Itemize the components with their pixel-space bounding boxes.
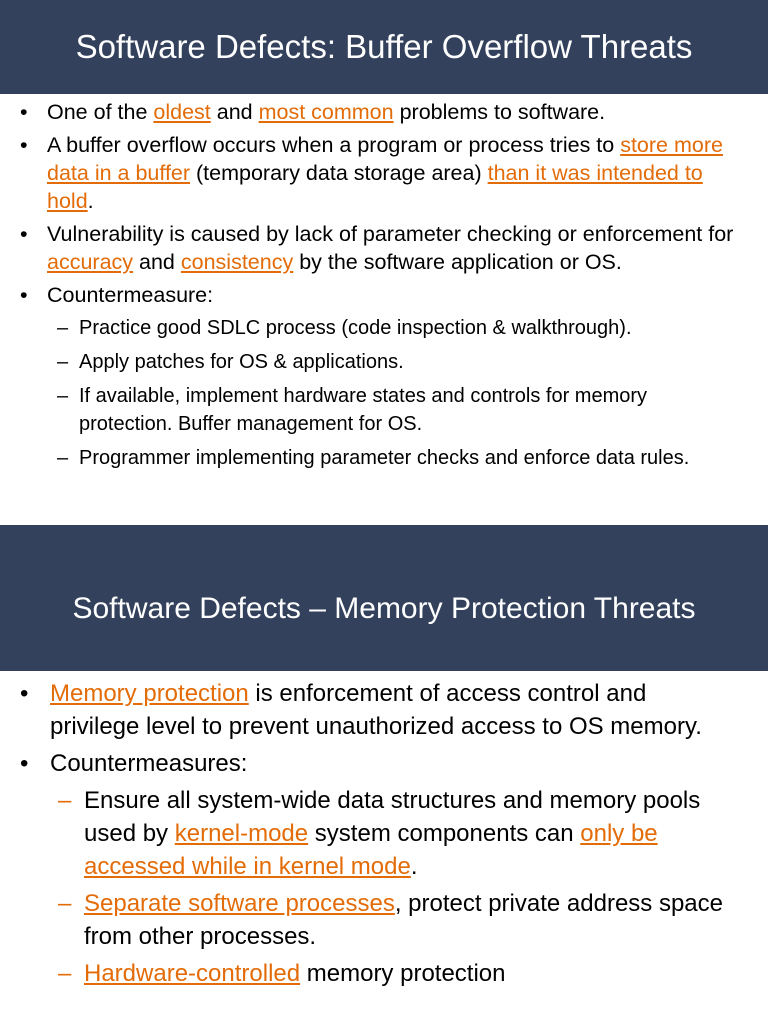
- bullet-icon: •: [20, 283, 28, 307]
- slide1-title: Software Defects: Buffer Overflow Threats: [75, 28, 693, 65]
- hyperlink-intended-to-hold[interactable]: than it was intended to hold: [47, 161, 703, 213]
- bullet-icon: •: [20, 750, 29, 777]
- bullet-icon: •: [20, 133, 28, 157]
- hyperlink-separate-processes[interactable]: Separate software processes: [84, 890, 395, 917]
- slide1-bullet-4: • Countermeasure:: [20, 283, 214, 307]
- dash-icon: –: [58, 787, 72, 814]
- slide2-title: Software Defects – Memory Protection Threats: [72, 592, 696, 625]
- dash-icon: –: [58, 960, 72, 987]
- slide1-bullet-2: • A buffer overflow occurs when a program or process tries to store more data in a buffer (temporary data storage area) than it was intended to hold.: [20, 133, 723, 213]
- slide2-sub-bullet-2: – Separate software processes, protect private address space from other processes.: [20, 887, 738, 953]
- slide2-sub-bullet-1: – Ensure all system-wide data structures and memory pools used by kernel-mode system components can only be accessed while in kernel mode.: [20, 784, 738, 883]
- slide2-bullet-1: • Memory protection is enforcement of access control and privilege level to prevent unauthorized access to OS memory.: [20, 677, 738, 743]
- dash-icon: –: [57, 351, 69, 373]
- bullet-icon: •: [20, 680, 29, 707]
- hyperlink-hardware-controlled[interactable]: Hardware-controlled: [84, 960, 301, 987]
- dash-icon: –: [57, 385, 69, 407]
- slide1-sub-bullet-4: – Programmer implementing parameter checks and enforce data rules.: [20, 444, 738, 472]
- slide1-title-bar: [0, 0, 768, 94]
- dash-icon: –: [58, 890, 72, 917]
- hyperlink-most-common[interactable]: most common: [258, 100, 394, 124]
- dash-icon: –: [57, 447, 69, 469]
- bullet-icon: •: [20, 100, 28, 124]
- hyperlink-memory-protection[interactable]: Memory protection: [50, 680, 249, 707]
- hyperlink-only-kernel-mode[interactable]: only be accessed while in kernel mode: [84, 820, 658, 880]
- slide1-bullet-1: • One of the oldest and most common problems to software.: [20, 100, 606, 124]
- slide2-content: [0, 671, 768, 1024]
- hyperlink-store-more-data[interactable]: store more data in a buffer: [47, 133, 723, 185]
- hyperlink-consistency[interactable]: consistency: [180, 250, 294, 274]
- slide1-sub-bullet-3: – If available, implement hardware states and controls for memory protection. Buffer management for OS.: [20, 382, 738, 438]
- slide2-bullet-2: • Countermeasures:: [20, 747, 738, 780]
- bullet-icon: •: [20, 222, 28, 246]
- hyperlink-kernel-mode[interactable]: kernel-mode: [174, 820, 309, 847]
- slide2-title-bar: [0, 525, 768, 671]
- slide1-sub-bullet-2: – Apply patches for OS & applications.: [20, 348, 738, 376]
- dash-icon: –: [57, 317, 69, 339]
- slide2-sub-bullet-3: – Hardware-controlled memory protection: [20, 957, 738, 990]
- hyperlink-accuracy[interactable]: accuracy: [47, 250, 134, 274]
- slide1-bullet-3: • Vulnerability is caused by lack of parameter checking or enforcement for accuracy and consistency by the software application or OS.: [20, 222, 734, 274]
- slide1-sub-bullet-1: – Practice good SDLC process (code inspection & walkthrough).: [20, 314, 738, 342]
- hyperlink-oldest[interactable]: oldest: [153, 100, 211, 124]
- slide1-content: [0, 94, 768, 525]
